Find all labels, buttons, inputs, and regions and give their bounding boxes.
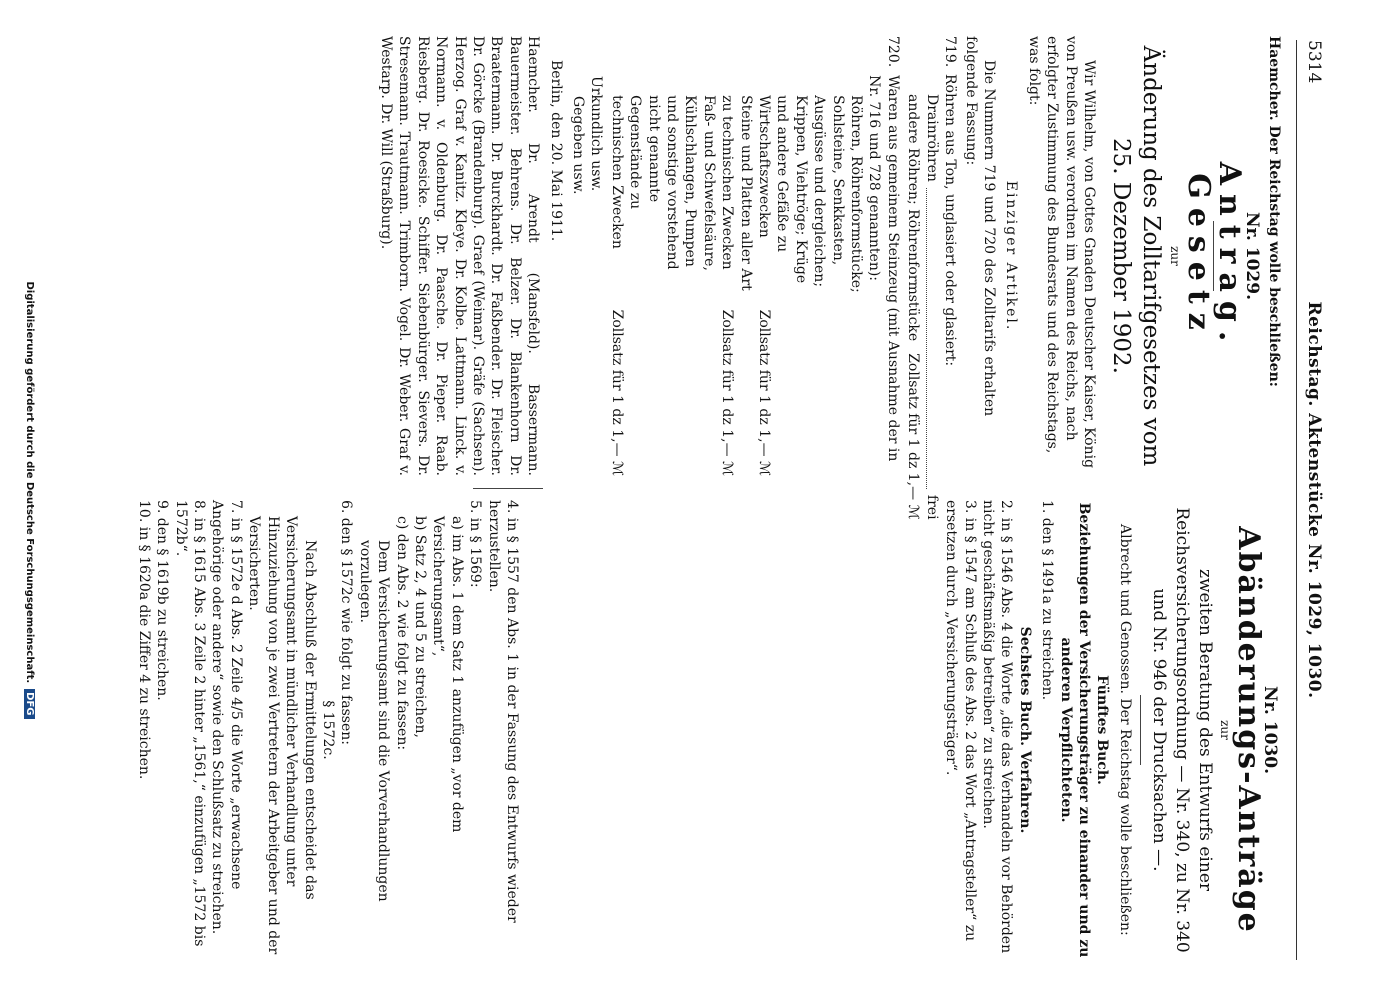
amendment-item: 8. in § 1615 Abs. 3 Zeile 2 hinter „1561,“ einzufügen „1572 bis 1572b“.	[172, 500, 208, 947]
heading-amendments: Abänderungs-Anträge	[1230, 526, 1266, 934]
column-left	[377, 36, 1283, 520]
header-rule	[1296, 40, 1297, 960]
amendment-item: 4. in § 1557 den Abs. 1 in der Fassung des Entwurfs wieder herzustellen.	[485, 500, 520, 923]
number-1029: Nr. 1029.	[1241, 211, 1262, 300]
digitization-note	[24, 0, 35, 1000]
tariff-item-720: 720. Waren aus gemeinem Steinzeug (mit Ausnahme der in Nr. 716 und 728 genannten): Röhren, Röhrenformstücke; Sohlsteine, Senkkasten, Ausgüsse und dergleichen; Krippen, Viehtröge; Krüge und andere Gefäße zu Wirtschaftszwecken Zollsatz für 1 dz 1,— ℳ Steine und Platten aller Art zu technischen Zwecken Zollsatz für 1 dz 1,— ℳ Faß- und Schwefelsäure, Kühlschlangen, Pumpen und sonstige vorstehend nicht genannte Gegenstände zu technischen Zwecken Zollsatz für 1 dz 1,— ℳ	[608, 36, 901, 476]
amendment-item: 5. in § 1569:	[467, 500, 484, 588]
running-title: Reichstag. Aktenstücke Nr. 1029, 1030.	[1304, 301, 1324, 699]
tariff-line: Faß- und Schwefelsäure, Kühlschlangen, Pumpen und sonstige vorstehend nicht genannte Gegenstände zu technischen Zwecken Zollsatz für 1 dz 1,— ℳ	[608, 95, 717, 476]
closing-formula: Gegeben usw.	[570, 96, 586, 195]
number-1030: Nr. 1030.	[1260, 685, 1280, 774]
date-line: Berlin, den 20. Mai 1911.	[547, 60, 564, 242]
amendment-item: 6. den § 1572c wie folgt zu fassen:	[338, 500, 355, 745]
amendment-item: 1. den § 1491a zu streichen.	[1039, 500, 1056, 701]
column-right-continued	[134, 500, 521, 960]
tariff-line: Steine und Platten aller Art zu technischen Zwecken Zollsatz für 1 dz 1,— ℳ	[719, 95, 754, 476]
tariff-line: andere Röhren; Röhrenformstücke Zollsatz für 1 dz 1,— ℳ	[905, 94, 922, 520]
page-number: 5314	[1304, 40, 1324, 84]
amendment-subitem: c) den Abs. 2 wie folgt zu fassen:	[393, 516, 410, 751]
preamble: Wir Wilhelm, von Gottes Gnaden Deutscher Kaiser, König von Preußen usw. verordnen im Namen des Reichs, nach erfolgter Zustimmung des Bundesrats und des Reichstags, was folgt:	[1025, 36, 1097, 469]
tariff-item-719: 719. Röhren aus Ton, unglasiert oder glasiert: Drainröhren frei andere Röhren; Röhrenformstücke Zollsatz für 1 dz 1,— ℳ	[905, 36, 959, 520]
amendments-subtitle: zweiten Beratung des Entwurfs einer Reichsversicherungsordnung — Nr. 340, zu Nr. 340 und Nr. 946 der Drucksachen —.	[1148, 507, 1215, 953]
tariff-line: Drainröhren frei	[923, 94, 940, 520]
paragraph-label: § 1572c.	[319, 700, 336, 760]
amendment-quote: Dem Versicherungsamt sind die Vorverhandlungen vorzulegen.	[356, 540, 392, 902]
amendment-subitem: b) Satz 2, 4 und 5 zu streichen,	[411, 516, 428, 738]
tariff-line: Röhren, Röhrenformstücke; Sohlsteine, Senkkasten, Ausgüsse und dergleichen; Krippen, Viehtröge; Krüge und andere Gefäße zu Wirtschaftszwecken Zollsatz für 1 dz 1,— ℳ	[756, 95, 865, 476]
heading-antrag: Antrag.	[1212, 161, 1248, 351]
amendment-item: 2. in § 1546 Abs. 4 die Worte „die das Verhandeln vor Behörden nicht geschäftsmäßig betreiben“ zu streichen.	[979, 500, 1015, 954]
page-header	[1298, 40, 1328, 960]
amendment-item: 3. in § 1547 am Schluß des Abs. 2 das Wort „Antragsteller“ zu ersetzen durch „Versicherungsträger“.	[943, 500, 978, 942]
article-text: Die Nummern 719 und 720 des Zolltarifs erhalten folgende Fassung:	[962, 36, 997, 417]
book-six: Sechstes Buch. Verfahren.	[1016, 626, 1033, 834]
article-heading: Einziger Artikel.	[1003, 180, 1020, 332]
amendment-quote: Nach Abschluß der Ermittelungen entscheidet das Versicherungsamt in mündlicher Verhandlung unter Hinzuziehung von je zwei Vertretern der Arbeitgeber und der Versicherten.	[246, 516, 318, 955]
book-five: Fünftes Buch.	[1094, 675, 1111, 785]
heading-gesetz: Gesetz	[1180, 173, 1216, 339]
amendment-subitem: a) im Abs. 1 dem Satz 1 anzufügen „vor dem Versicherungsamt“,	[430, 516, 465, 833]
law-title: Änderung des Zolltarifgesetzes vom 25. Dezember 1902.	[1107, 45, 1164, 467]
motion-1029: Haemcher. Der Reichstag wolle beschließen:	[1266, 36, 1282, 387]
label-zur: zur	[1168, 246, 1183, 266]
book-five-title: Beziehungen der Versicherungsträger zu einander und zu anderen Verpflichteten.	[1057, 502, 1092, 958]
column-right	[942, 500, 1283, 960]
amendment-item: 7. in § 1572e d Abs. 2 Zeile 4/5 die Worte „erwachsene Angehörige oder andere“ sowie den Schlußsatz zu streichen.	[209, 500, 244, 935]
signatories: Haemcher. Dr. Arendt (Mansfeld). Bassermann. Bauermeister. Behrens. Dr. Belzer. Dr. Blankenhorn Dr. Braatermann. Dr. Burckhardt. Dr. Faßbender. Dr. Fleischer. Dr. Görcke (Brandenburg). Graef (Weimar). Gräfe (Sachsen). Herzog. Graf v. Kanitz. Kleye. Dr. Kolbe. Lattmann. Linck. v. Normann. v. Oldenburg. Dr. Paasche. Dr. Pieper. Raab. Riesberg. Dr. Roesicke. Schiffer. Siebenbürger. Sievers. Dr. Stresemann. Trautmann. Trimborn. Vogel. Dr. Weber. Graf v. Westarp. Dr. Will (Straßburg).	[377, 36, 542, 476]
label-zur: zur	[1218, 720, 1233, 740]
amendment-item: 10. in § 1620a die Ziffer 4 zu streichen.	[135, 500, 152, 780]
divider	[1140, 695, 1141, 765]
dfg-logo: DFG	[24, 689, 35, 718]
amendment-item: 9. den § 1619b zu streichen.	[154, 500, 171, 701]
column-separator	[473, 488, 543, 489]
closing-formula: Urkundlich usw.	[588, 76, 605, 192]
motion-1030: Albrecht und Genossen. Der Reichstag wolle beschließen:	[1116, 524, 1133, 936]
funding-text: Digitalisierung gefördert durch die Deutsche Forschungsgemeinschaft.	[24, 281, 35, 684]
